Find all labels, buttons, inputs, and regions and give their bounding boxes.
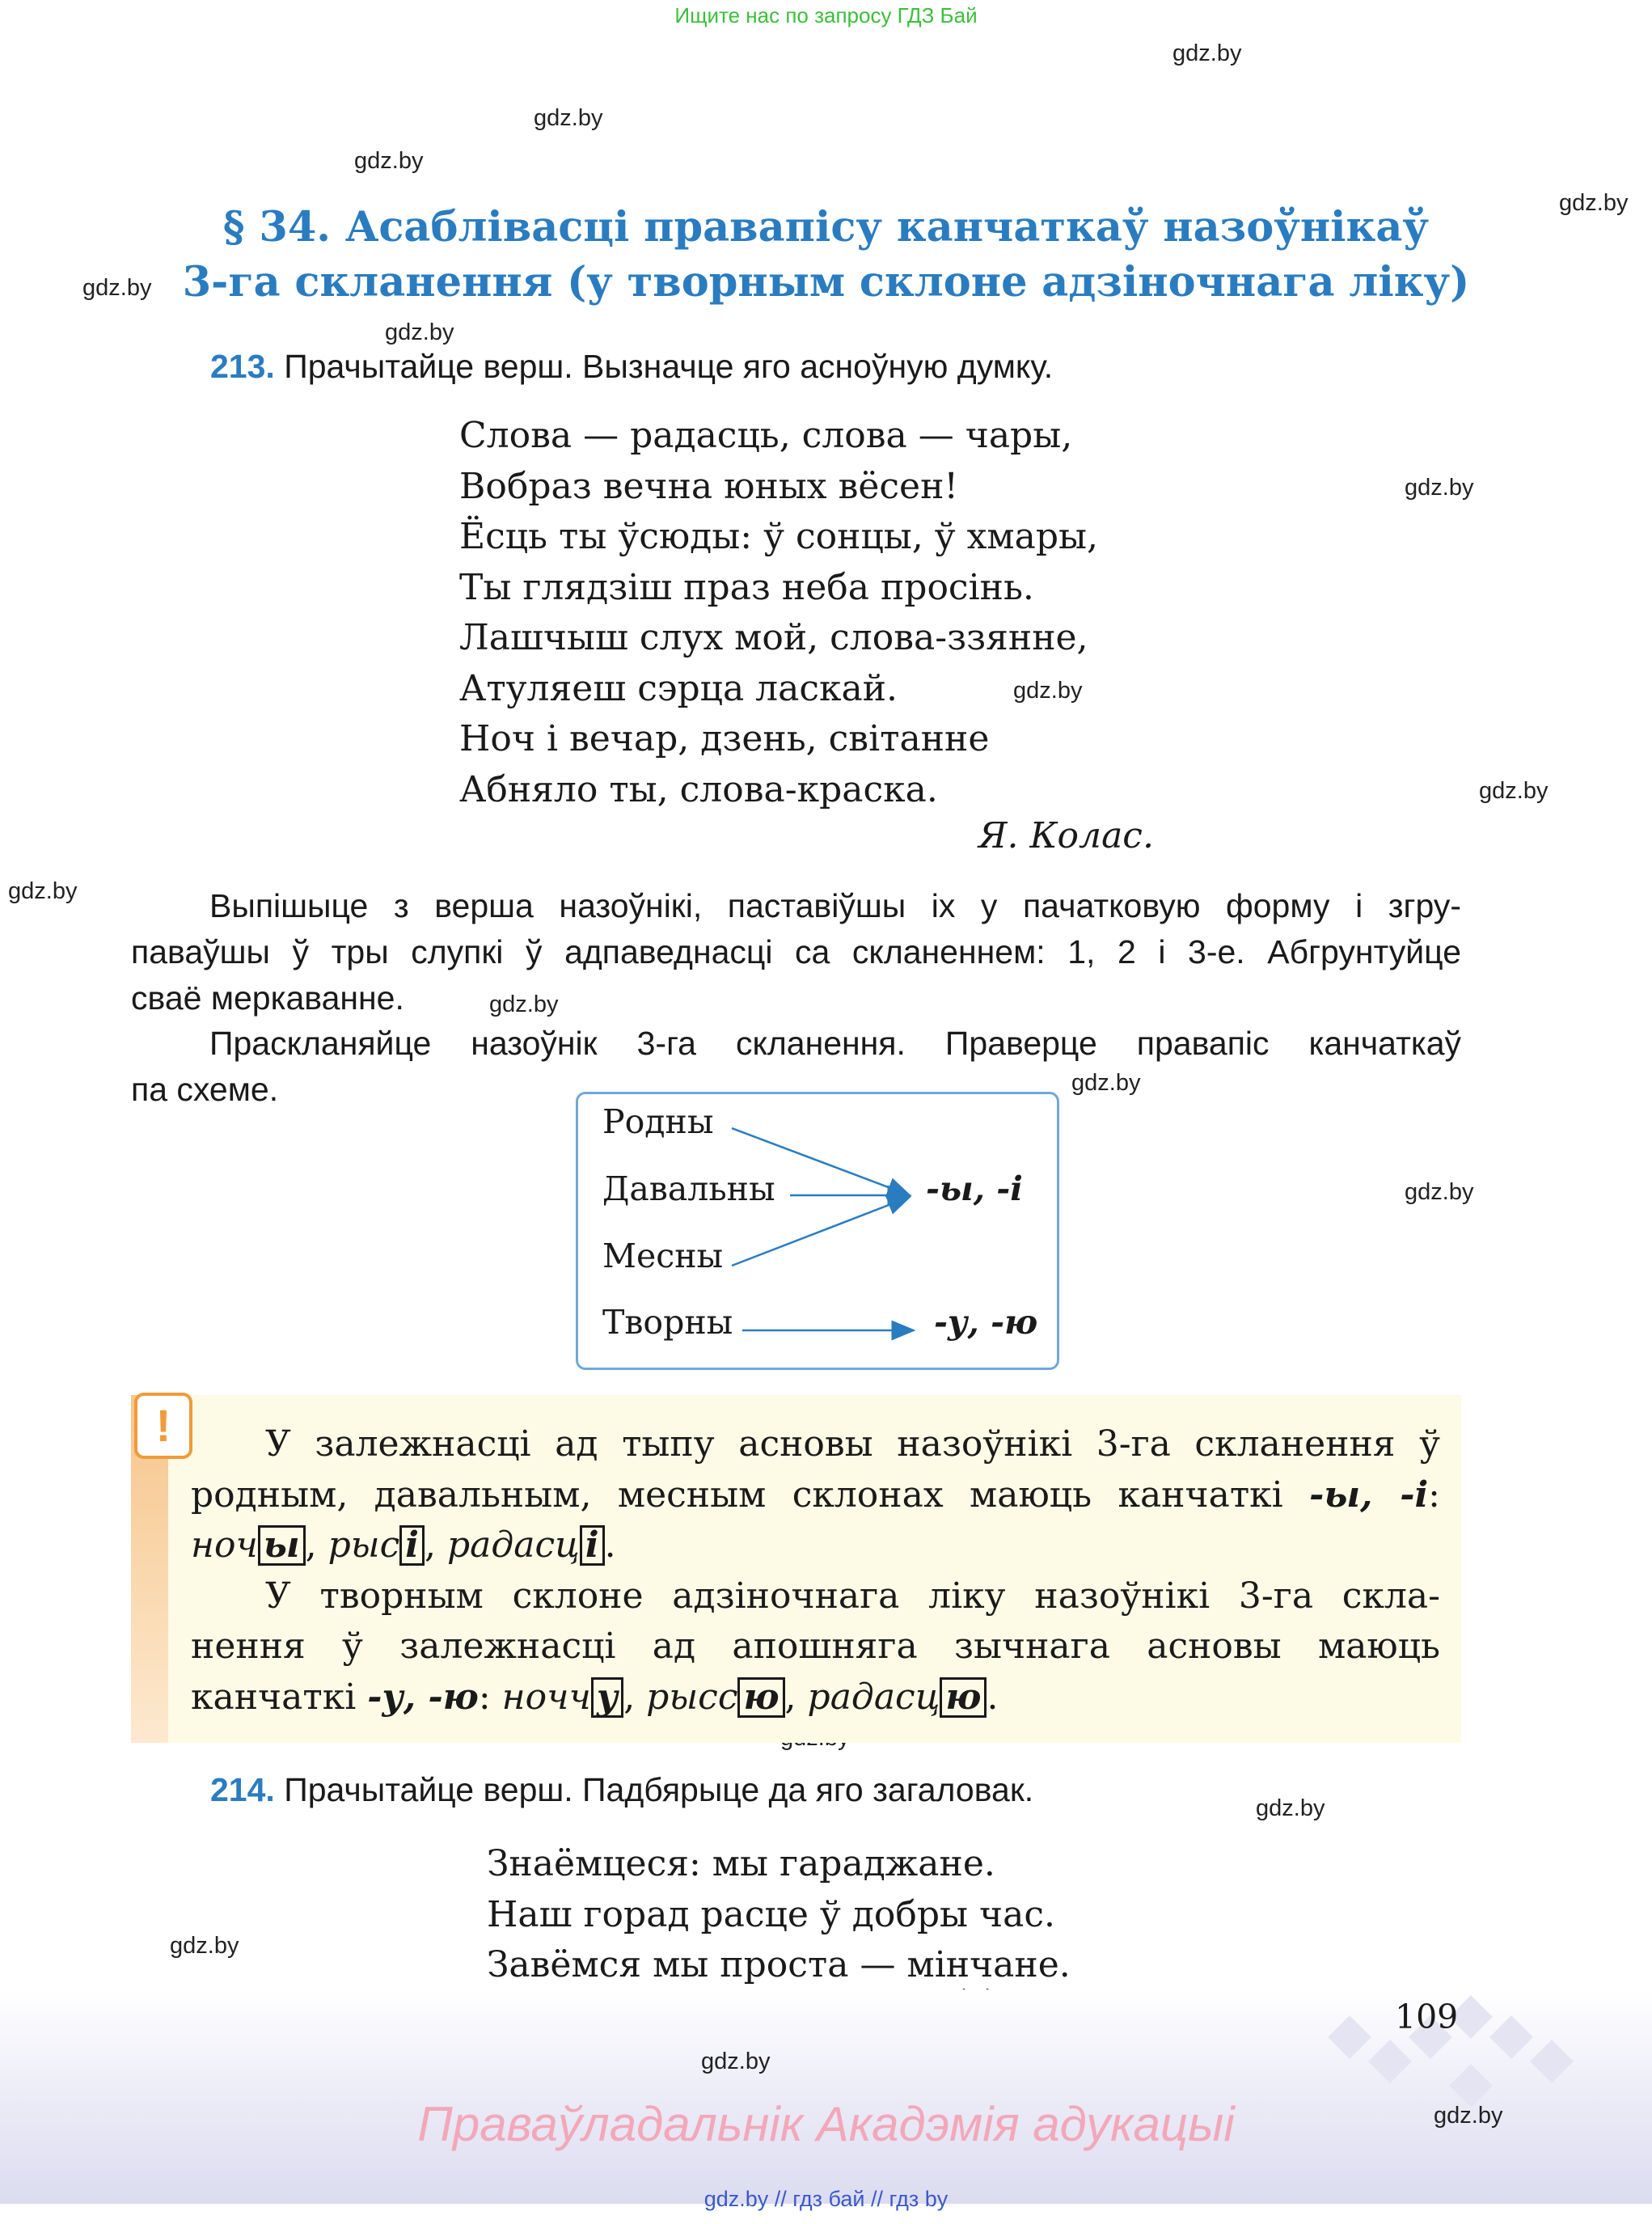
rule-fragment: :	[1428, 1474, 1440, 1516]
instruction-paragraph-1	[131, 883, 1461, 1021]
exclamation-icon: !	[134, 1393, 192, 1459]
case-label: Родны	[602, 1102, 714, 1141]
arrow-rodny	[732, 1128, 910, 1195]
rule-fragment: канчаткі	[191, 1676, 368, 1718]
ending-label: -у, -ю	[934, 1303, 1038, 1342]
watermark: gdz.by	[8, 878, 78, 904]
watermark: gdz.by	[82, 275, 152, 301]
paragraph-line: Праскланяйце назоўнік 3-га скланення. Праверце правапіс канчаткаў	[209, 1025, 1461, 1062]
paragraph-line: Выпішыце з верша назоўнікі, паставіўшы іх у пачатковую форму і згру-	[209, 887, 1461, 924]
case-scheme	[576, 1092, 1059, 1370]
ending-box: ю	[940, 1677, 987, 1718]
poem-line: Ты глядзіш праз неба просінь.	[459, 566, 1034, 608]
ending-box: і	[580, 1525, 605, 1566]
rule-line: нення ў залежнасці ад апошняга зычнага асновы маюць	[191, 1626, 1440, 1667]
poem-line: Знаёмцеся: мы гараджане.	[487, 1843, 995, 1884]
poem-line: Атуляеш сэрца ласкай.	[459, 667, 898, 709]
paragraph-line: сваё меркаванне.	[131, 979, 404, 1017]
task-text: Прачытайце верш. Падбярыце да яго загаловак.	[284, 1771, 1034, 1808]
ending-box: у	[591, 1677, 623, 1718]
ending-label: -ы, -і	[926, 1169, 1023, 1208]
example-stem: рысс	[646, 1676, 738, 1718]
poem-line: Абняло ты, слова-краска.	[459, 768, 938, 810]
watermark: gdz.by	[354, 148, 424, 174]
poem-author: Я. Колас.	[978, 815, 1154, 856]
ending-box: ы	[258, 1525, 306, 1566]
watermark: gdz.by	[701, 2049, 771, 2074]
poem-line: Слова — радасць, слова — чары,	[459, 415, 1073, 456]
rule-fragment: родным, давальным, месным склонах маюць канчаткі	[191, 1474, 1310, 1516]
example-stem: радасц	[807, 1676, 940, 1718]
poem-213	[459, 411, 1098, 815]
arrow-mesny	[732, 1197, 910, 1266]
task-text: Прачытайце верш. Вызначце яго асноўную думку.	[284, 348, 1054, 385]
watermark: gdz.by	[1479, 778, 1548, 804]
task-number: 214.	[210, 1771, 275, 1808]
example-stem: радасц	[446, 1524, 580, 1566]
watermark: gdz.by	[1013, 678, 1083, 704]
watermark: gdz.by	[489, 991, 559, 1017]
poem-line: Ёсць ты ўсюды: ў сонцы, ў хмары,	[459, 516, 1099, 557]
scheme-arrows	[578, 1094, 1057, 1368]
ending-highlight: -ы, -і	[1309, 1474, 1429, 1516]
example-stem: рыс	[327, 1524, 400, 1566]
case-label: Творны	[602, 1303, 733, 1342]
watermark: gdz.by	[1405, 475, 1474, 501]
watermark: gdz.by	[385, 319, 454, 345]
watermark: gdz.by	[1172, 40, 1242, 66]
rule-line: ноч ы , рыс і , радасц і .	[191, 1524, 616, 1566]
case-label: Давальны	[602, 1169, 775, 1208]
poem-line: Вобраз вечна юных вёсен!	[459, 465, 959, 507]
poem-line: Завёмся мы проста — мінчане.	[487, 1944, 1071, 1985]
paragraph-line: паваўшы ў тры слупкі ў адпаведнасці са скланеннем: 1, 2 і 3-е. Абгрунтуйце	[131, 933, 1461, 970]
task-number: 213.	[210, 348, 275, 385]
example-stem: ночч	[501, 1676, 591, 1718]
example-stem: ноч	[191, 1524, 258, 1566]
watermark: gdz.by	[1256, 1795, 1325, 1821]
poem-line: Лашчыш слух мой, слова-ззянне,	[459, 617, 1088, 658]
case-label: Месны	[602, 1237, 724, 1275]
poem-214	[487, 1839, 1071, 1991]
section-title-line2: 3-га скланення (у творным склоне адзіночнага ліку)	[182, 258, 1470, 307]
section-title-line1: § 34. Асаблівасці правапісу канчаткаў назоўнікаў	[222, 203, 1430, 252]
watermark: gdz.by	[1559, 190, 1629, 216]
watermark: gdz.by	[534, 105, 603, 131]
page-number: 109	[1395, 1998, 1459, 2036]
ending-box: ю	[737, 1677, 784, 1718]
task-213	[210, 348, 1053, 386]
watermark: gdz.by	[170, 1933, 239, 1959]
rule-line	[191, 1470, 1440, 1521]
top-note: Ищите нас по запросу ГДЗ Бай	[674, 3, 978, 27]
rule-line: У творным склоне адзіночнага ліку назоўнікі 3-га скла-	[265, 1575, 1440, 1617]
watermark: gdz.by	[1071, 1070, 1141, 1096]
watermark: gdz.by	[1405, 1179, 1474, 1205]
watermark: gdz.by	[1434, 2103, 1503, 2129]
poem-line: Наш горад расце ў добры час.	[487, 1893, 1055, 1935]
rule-text	[191, 1419, 1440, 1723]
paragraph-line: па схеме.	[131, 1071, 279, 1108]
rule-line: канчаткі -у, -ю: ночч у , рысс ю , радасц ю .	[191, 1676, 999, 1718]
bottom-links[interactable]: gdz.by // гдз бай // гдз by	[703, 2187, 949, 2211]
task-214	[210, 1771, 1033, 1809]
ending-box: і	[399, 1525, 425, 1566]
publisher-footer: Праваўладальнік Акадэмія адукацыі	[417, 2097, 1235, 2151]
poem-line: Ноч і вечар, дзень, світанне	[459, 718, 990, 759]
ending-highlight: -у, -ю	[367, 1676, 479, 1718]
rule-line: У залежнасці ад тыпу асновы назоўнікі 3-га скланення ў	[265, 1423, 1440, 1465]
